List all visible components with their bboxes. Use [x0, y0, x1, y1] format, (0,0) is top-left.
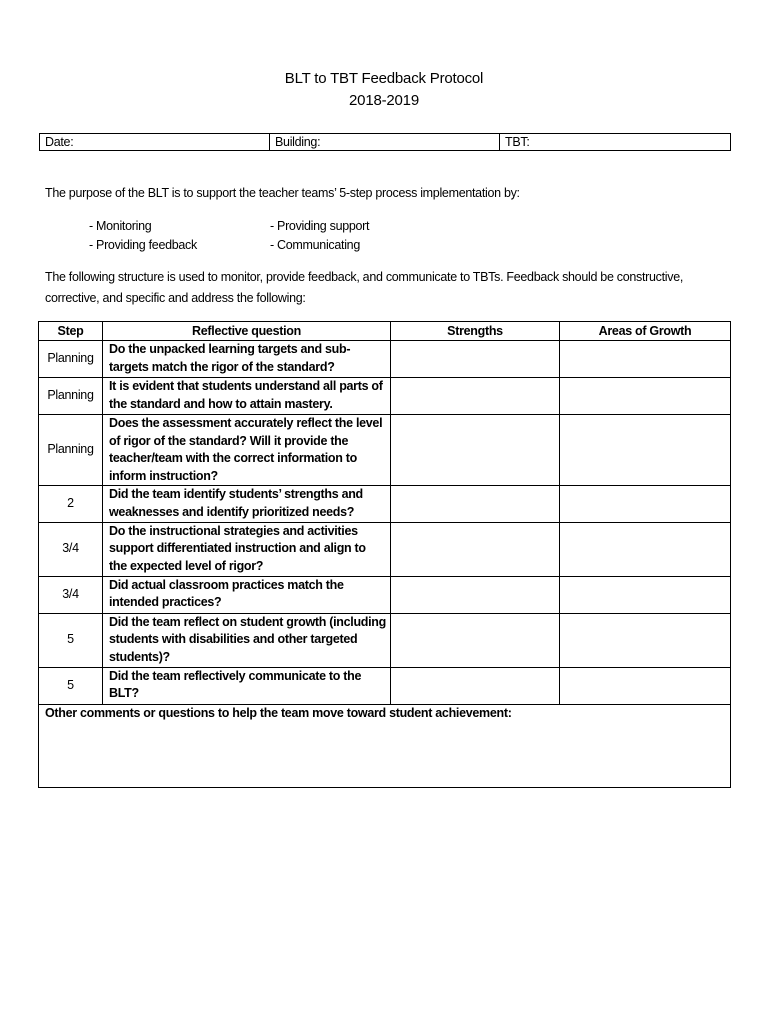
strengths-cell[interactable] — [391, 522, 560, 576]
row-question: Did the team identify students’ strengths and weaknesses and identify prioritized needs? — [103, 486, 391, 522]
header-reflective-question: Reflective question — [103, 322, 391, 341]
row-step: 5 — [39, 613, 103, 667]
header-step: Step — [39, 322, 103, 341]
row-step: 2 — [39, 486, 103, 522]
bullet-monitoring: - Monitoring — [89, 219, 152, 233]
strengths-cell[interactable] — [391, 576, 560, 613]
document-title: BLT to TBT Feedback Protocol — [284, 70, 484, 87]
row-question: Does the assessment accurately reflect the level of rigor of the standard? Will it provide the teacher/team with the correct information to inform instruction? — [103, 415, 391, 486]
row-step: 3/4 — [39, 576, 103, 613]
comments-row — [39, 704, 731, 787]
feedback-table — [38, 321, 731, 788]
growth-cell[interactable] — [560, 522, 731, 576]
growth-cell[interactable] — [560, 378, 731, 415]
bullet-communicating: - Communicating — [270, 238, 360, 252]
row-step: Planning — [39, 378, 103, 415]
comments-field[interactable]: Other comments or questions to help the team move toward student achievement: — [39, 704, 731, 787]
document-year: 2018-2019 — [349, 92, 419, 109]
table-row — [39, 613, 731, 667]
row-step: 5 — [39, 667, 103, 704]
row-question: Did the team reflectively communicate to the BLT? — [103, 667, 391, 704]
header-fields-table — [39, 133, 731, 151]
strengths-cell[interactable] — [391, 415, 560, 486]
growth-cell[interactable] — [560, 667, 731, 704]
table-header-row — [39, 322, 731, 341]
strengths-cell[interactable] — [391, 613, 560, 667]
structure-paragraph: The following structure is used to monitor, provide feedback, and communicate to TBTs. Feedback should be constructive, corrective, and specific and address the following: — [45, 270, 684, 305]
table-row — [39, 341, 731, 378]
growth-cell[interactable] — [560, 576, 731, 613]
growth-cell[interactable] — [560, 613, 731, 667]
bullet-providing-support: - Providing support — [270, 219, 370, 233]
growth-cell[interactable] — [560, 341, 731, 378]
building-field[interactable]: Building: — [270, 134, 500, 151]
row-question: Did the team reflect on student growth (including students with disabilities and other targeted students)? — [103, 613, 391, 667]
growth-cell[interactable] — [560, 415, 731, 486]
table-row — [39, 486, 731, 522]
table-row — [39, 415, 731, 486]
strengths-cell[interactable] — [391, 341, 560, 378]
row-question: Do the instructional strategies and activities support differentiated instruction and align to the expected level of rigor? — [103, 522, 391, 576]
table-row — [39, 576, 731, 613]
row-question: It is evident that students understand all parts of the standard and how to attain mastery. — [103, 378, 391, 415]
row-step: Planning — [39, 341, 103, 378]
tbt-field[interactable]: TBT: — [500, 134, 731, 151]
bullet-providing-feedback: - Providing feedback — [89, 238, 197, 252]
row-question: Did actual classroom practices match the intended practices? — [103, 576, 391, 613]
row-step: 3/4 — [39, 522, 103, 576]
growth-cell[interactable] — [560, 486, 731, 522]
strengths-cell[interactable] — [391, 378, 560, 415]
header-areas-of-growth: Areas of Growth — [560, 322, 731, 341]
table-row — [39, 522, 731, 576]
strengths-cell[interactable] — [391, 667, 560, 704]
strengths-cell[interactable] — [391, 486, 560, 522]
purpose-paragraph: The purpose of the BLT is to support the teacher teams’ 5-step process implementation by: — [45, 186, 520, 200]
row-step: Planning — [39, 415, 103, 486]
date-field[interactable]: Date: — [40, 134, 270, 151]
table-row — [39, 378, 731, 415]
table-row — [39, 667, 731, 704]
row-question: Do the unpacked learning targets and sub-targets match the rigor of the standard? — [103, 341, 391, 378]
header-strengths: Strengths — [391, 322, 560, 341]
